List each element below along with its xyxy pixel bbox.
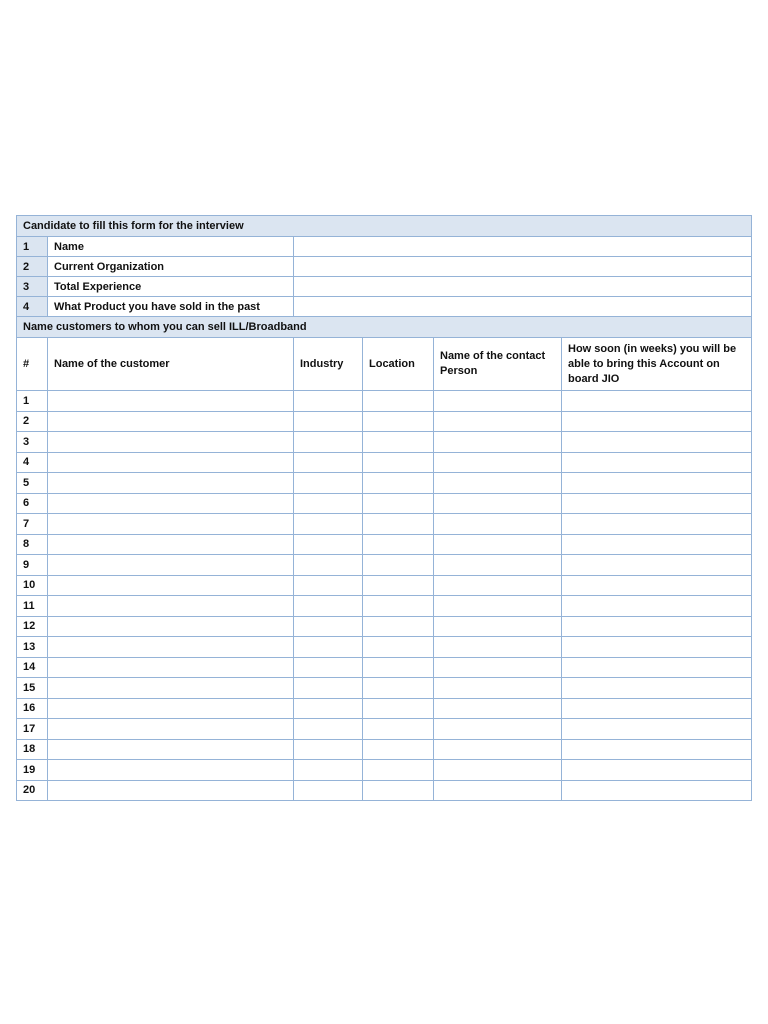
customer-name-cell[interactable] [48, 760, 294, 781]
industry-cell[interactable] [294, 575, 363, 596]
row-number: 3 [17, 432, 48, 453]
location-cell[interactable] [363, 575, 434, 596]
row-number: 5 [17, 473, 48, 494]
onboard-weeks-cell[interactable] [562, 534, 752, 555]
table-row [17, 698, 752, 719]
table-row [17, 575, 752, 596]
table-row [17, 493, 752, 514]
location-cell[interactable] [363, 780, 434, 801]
contact-person-cell[interactable] [434, 719, 562, 740]
contact-person-cell[interactable] [434, 534, 562, 555]
industry-cell[interactable] [294, 616, 363, 637]
contact-person-cell[interactable] [434, 596, 562, 617]
onboard-weeks-cell[interactable] [562, 432, 752, 453]
customer-name-cell[interactable] [48, 514, 294, 535]
customer-name-cell[interactable] [48, 575, 294, 596]
contact-person-cell[interactable] [434, 391, 562, 412]
row-number: 17 [17, 719, 48, 740]
industry-cell[interactable] [294, 637, 363, 658]
table-row [17, 391, 752, 412]
info-row-index: 2 [17, 257, 48, 277]
location-cell[interactable] [363, 616, 434, 637]
table-row [17, 514, 752, 535]
row-number: 2 [17, 411, 48, 432]
table-row [17, 637, 752, 658]
column-header-onboard-weeks: How soon (in weeks) you will be able to bring this Account on board JIO [562, 338, 752, 391]
contact-person-cell[interactable] [434, 616, 562, 637]
info-row-value-field[interactable] [294, 297, 752, 317]
row-number: 12 [17, 616, 48, 637]
onboard-weeks-cell[interactable] [562, 473, 752, 494]
onboard-weeks-cell[interactable] [562, 514, 752, 535]
row-number: 10 [17, 575, 48, 596]
location-cell[interactable] [363, 698, 434, 719]
row-number: 4 [17, 452, 48, 473]
customer-name-cell[interactable] [48, 493, 294, 514]
contact-person-cell[interactable] [434, 473, 562, 494]
row-number: 15 [17, 678, 48, 699]
location-cell[interactable] [363, 473, 434, 494]
location-cell[interactable] [363, 596, 434, 617]
row-number: 16 [17, 698, 48, 719]
info-row-label: Total Experience [48, 277, 294, 297]
onboard-weeks-cell[interactable] [562, 555, 752, 576]
table-row [17, 739, 752, 760]
location-cell[interactable] [363, 391, 434, 412]
table-row [17, 555, 752, 576]
info-row [17, 277, 752, 297]
industry-cell[interactable] [294, 411, 363, 432]
customer-name-cell[interactable] [48, 719, 294, 740]
table-row [17, 780, 752, 801]
table-row [17, 473, 752, 494]
customer-name-cell[interactable] [48, 555, 294, 576]
onboard-weeks-cell[interactable] [562, 637, 752, 658]
onboard-weeks-cell[interactable] [562, 760, 752, 781]
customer-name-cell[interactable] [48, 534, 294, 555]
onboard-weeks-cell[interactable] [562, 391, 752, 412]
customers-heading: Name customers to whom you can sell ILL/Broadband [17, 317, 752, 338]
row-number: 7 [17, 514, 48, 535]
industry-cell[interactable] [294, 534, 363, 555]
row-number: 18 [17, 739, 48, 760]
info-row-label: Current Organization [48, 257, 294, 277]
customer-name-cell[interactable] [48, 452, 294, 473]
industry-cell[interactable] [294, 760, 363, 781]
industry-cell[interactable] [294, 555, 363, 576]
row-number: 19 [17, 760, 48, 781]
customer-name-cell[interactable] [48, 473, 294, 494]
industry-cell[interactable] [294, 780, 363, 801]
industry-cell[interactable] [294, 678, 363, 699]
customer-name-cell[interactable] [48, 657, 294, 678]
location-cell[interactable] [363, 514, 434, 535]
industry-cell[interactable] [294, 452, 363, 473]
industry-cell[interactable] [294, 657, 363, 678]
industry-cell[interactable] [294, 719, 363, 740]
customer-name-cell[interactable] [48, 637, 294, 658]
column-header-location: Location [363, 338, 434, 391]
onboard-weeks-cell[interactable] [562, 719, 752, 740]
contact-person-cell[interactable] [434, 678, 562, 699]
industry-cell[interactable] [294, 596, 363, 617]
contact-person-cell[interactable] [434, 452, 562, 473]
location-cell[interactable] [363, 739, 434, 760]
contact-person-cell[interactable] [434, 698, 562, 719]
table-row [17, 452, 752, 473]
column-header-customer-name: Name of the customer [48, 338, 294, 391]
location-cell[interactable] [363, 555, 434, 576]
location-cell[interactable] [363, 493, 434, 514]
row-number: 14 [17, 657, 48, 678]
contact-person-cell[interactable] [434, 432, 562, 453]
contact-person-cell[interactable] [434, 657, 562, 678]
location-cell[interactable] [363, 678, 434, 699]
table-row [17, 657, 752, 678]
contact-person-cell[interactable] [434, 514, 562, 535]
info-row-index: 4 [17, 297, 48, 317]
contact-person-cell[interactable] [434, 780, 562, 801]
row-number: 8 [17, 534, 48, 555]
info-row-index: 1 [17, 237, 48, 257]
customer-name-cell[interactable] [48, 596, 294, 617]
location-cell[interactable] [363, 534, 434, 555]
column-header-number: # [17, 338, 48, 391]
location-cell[interactable] [363, 432, 434, 453]
table-row [17, 760, 752, 781]
table-row [17, 534, 752, 555]
row-number: 11 [17, 596, 48, 617]
industry-cell[interactable] [294, 473, 363, 494]
onboard-weeks-cell[interactable] [562, 596, 752, 617]
industry-cell[interactable] [294, 432, 363, 453]
customer-name-cell[interactable] [48, 411, 294, 432]
location-cell[interactable] [363, 411, 434, 432]
table-row [17, 719, 752, 740]
row-number: 1 [17, 391, 48, 412]
industry-cell[interactable] [294, 698, 363, 719]
onboard-weeks-cell[interactable] [562, 452, 752, 473]
location-cell[interactable] [363, 760, 434, 781]
location-cell[interactable] [363, 657, 434, 678]
row-number: 20 [17, 780, 48, 801]
contact-person-cell[interactable] [434, 555, 562, 576]
info-row-label: What Product you have sold in the past [48, 297, 294, 317]
industry-cell[interactable] [294, 493, 363, 514]
onboard-weeks-cell[interactable] [562, 780, 752, 801]
row-number: 6 [17, 493, 48, 514]
info-row-label: Name [48, 237, 294, 257]
form-title: Candidate to fill this form for the interview [17, 216, 752, 237]
table-row [17, 411, 752, 432]
info-row-value-field[interactable] [294, 277, 752, 297]
contact-person-cell[interactable] [434, 411, 562, 432]
info-row-value-field[interactable] [294, 257, 752, 277]
interview-form-table [16, 215, 752, 801]
location-cell[interactable] [363, 719, 434, 740]
info-row-index: 3 [17, 277, 48, 297]
info-row [17, 297, 752, 317]
industry-cell[interactable] [294, 391, 363, 412]
location-cell[interactable] [363, 452, 434, 473]
customer-name-cell[interactable] [48, 391, 294, 412]
contact-person-cell[interactable] [434, 637, 562, 658]
customer-name-cell[interactable] [48, 780, 294, 801]
row-number: 9 [17, 555, 48, 576]
onboard-weeks-cell[interactable] [562, 493, 752, 514]
contact-person-cell[interactable] [434, 739, 562, 760]
info-row [17, 257, 752, 277]
onboard-weeks-cell[interactable] [562, 411, 752, 432]
row-number: 13 [17, 637, 48, 658]
onboard-weeks-cell[interactable] [562, 657, 752, 678]
customer-name-cell[interactable] [48, 432, 294, 453]
contact-person-cell[interactable] [434, 493, 562, 514]
industry-cell[interactable] [294, 514, 363, 535]
column-header-industry: Industry [294, 338, 363, 391]
table-row [17, 432, 752, 453]
contact-person-cell[interactable] [434, 760, 562, 781]
table-row [17, 616, 752, 637]
table-row [17, 596, 752, 617]
location-cell[interactable] [363, 637, 434, 658]
onboard-weeks-cell[interactable] [562, 739, 752, 760]
column-header-contact-person: Name of the contact Person [434, 338, 562, 391]
onboard-weeks-cell[interactable] [562, 678, 752, 699]
customer-name-cell[interactable] [48, 698, 294, 719]
info-row-value-field[interactable] [294, 237, 752, 257]
customer-name-cell[interactable] [48, 616, 294, 637]
industry-cell[interactable] [294, 739, 363, 760]
contact-person-cell[interactable] [434, 575, 562, 596]
onboard-weeks-cell[interactable] [562, 575, 752, 596]
customer-name-cell[interactable] [48, 739, 294, 760]
customer-name-cell[interactable] [48, 678, 294, 699]
onboard-weeks-cell[interactable] [562, 616, 752, 637]
info-row [17, 237, 752, 257]
table-row [17, 678, 752, 699]
onboard-weeks-cell[interactable] [562, 698, 752, 719]
